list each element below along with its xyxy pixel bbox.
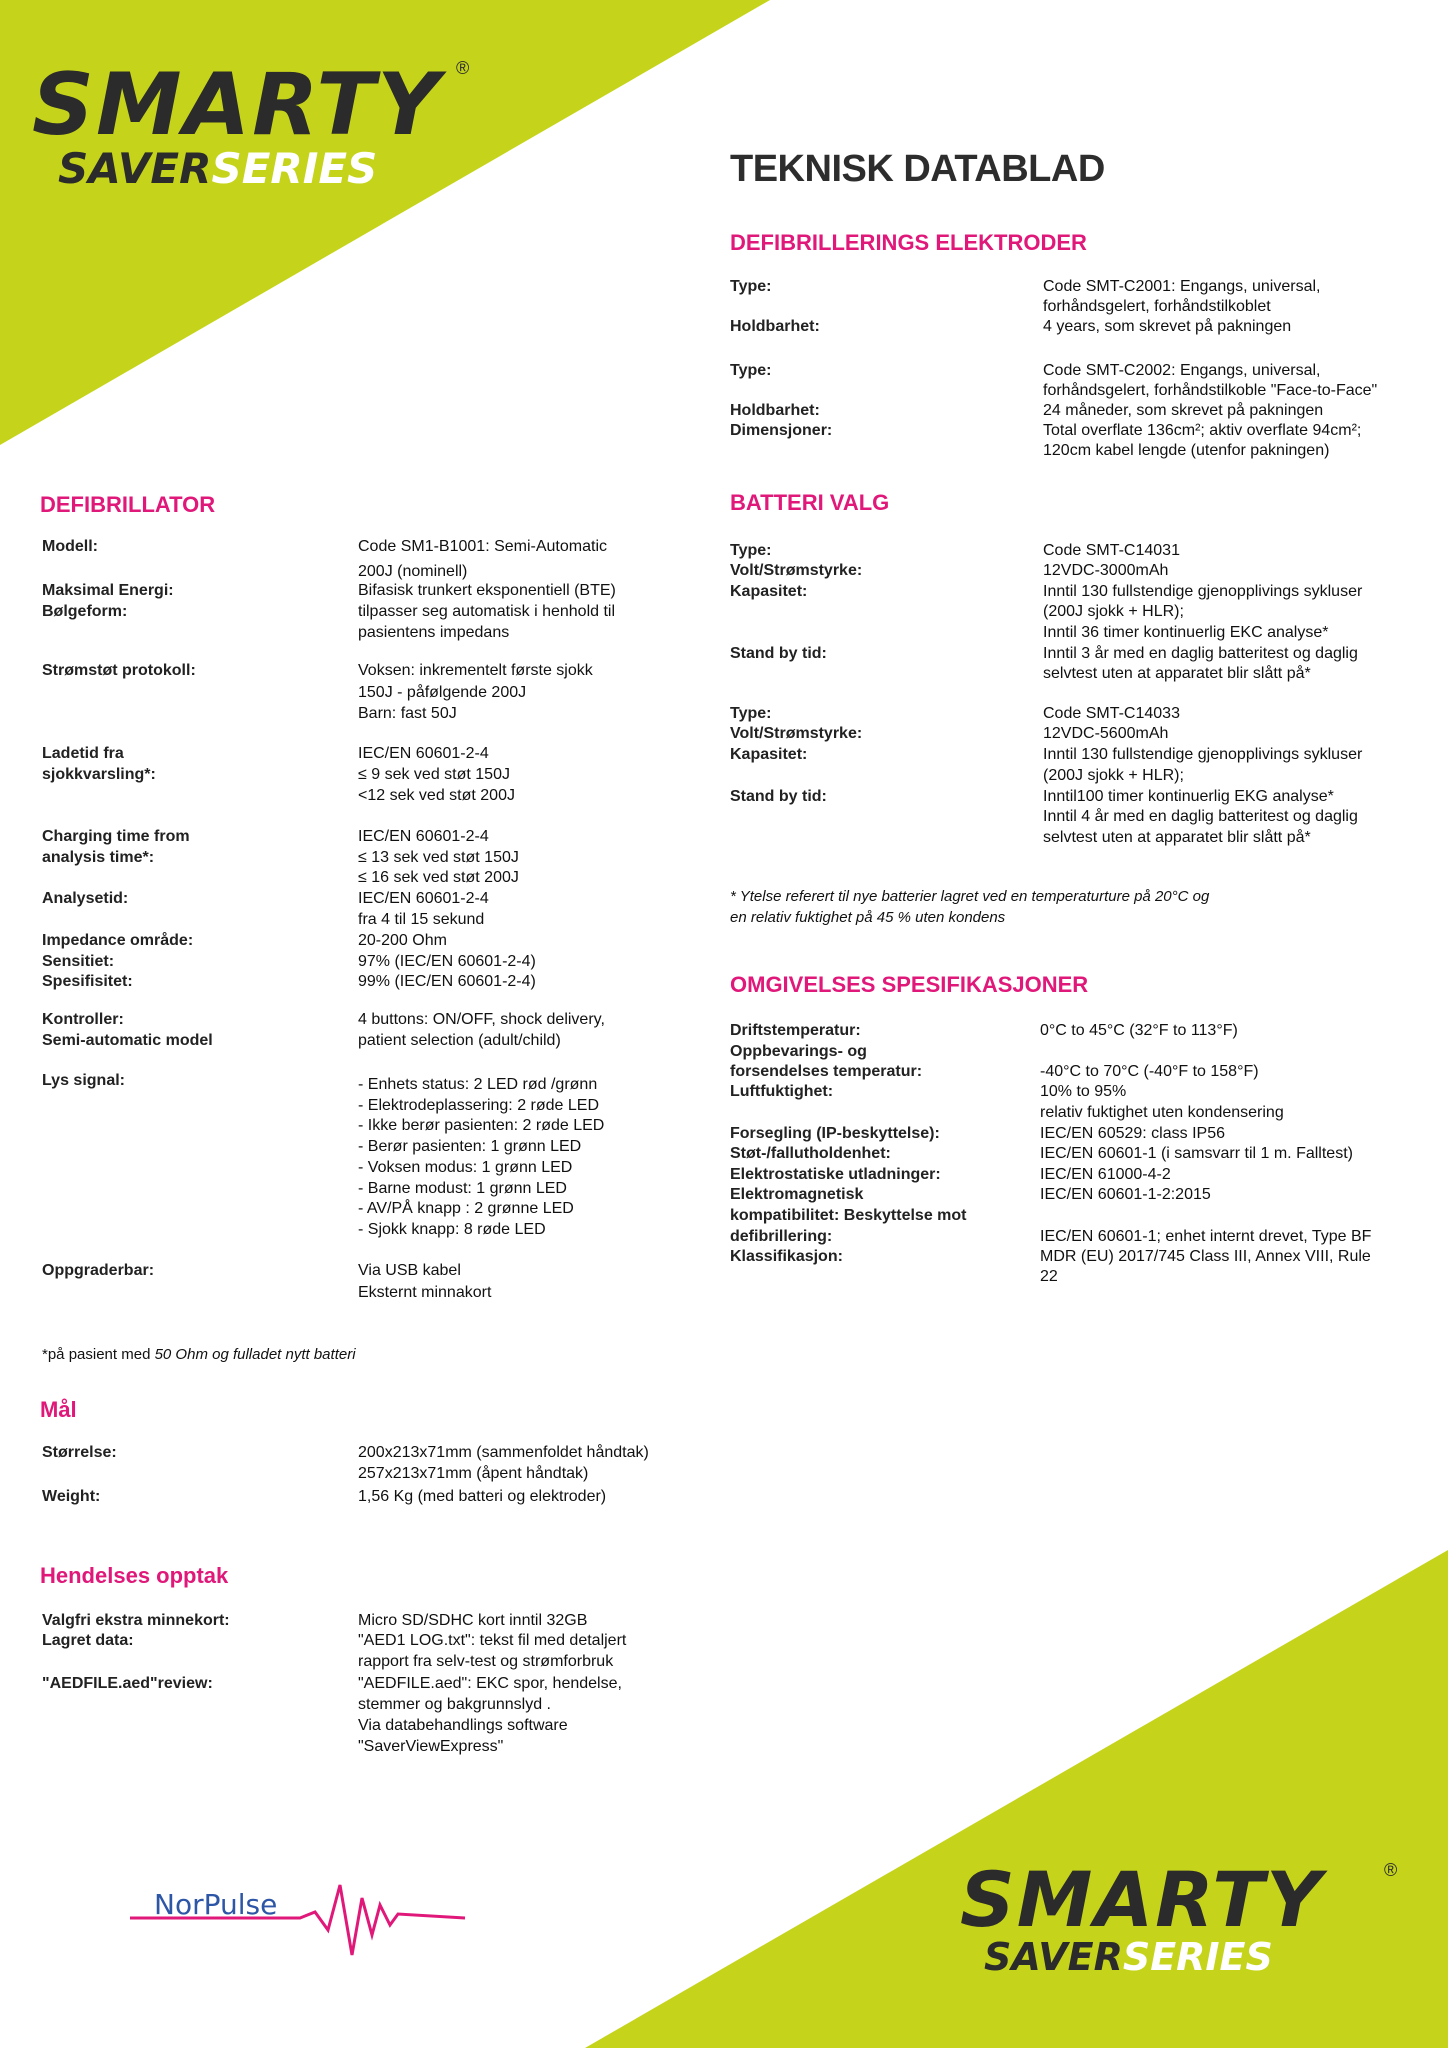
spec-label: Oppbevarings- og — [730, 1043, 867, 1060]
spec-value: Inntil 130 fullstendige gjenopplivings sykluser — [1043, 583, 1363, 600]
spec-value: 200x213x71mm (sammenfoldet håndtak) — [358, 1444, 649, 1461]
spec-value: IEC/EN 60601-1 (i samsvarr til 1 m. Falltest) — [1040, 1145, 1353, 1162]
spec-value: Inntil100 timer kontinuerlig EKG analyse* — [1043, 788, 1334, 805]
spec-value: Code SM1-B1001: Semi-Automatic — [358, 538, 607, 555]
spec-value: Inntil 130 fullstendige gjenopplivings sykluser — [1043, 746, 1363, 763]
spec-value: Eksternt minnakort — [358, 1284, 492, 1301]
battery-footnote: * Ytelse referert til nye batterier lagret ved en temperaturture på 20°C og en relativ fuktighet på 45 % uten kondens — [730, 888, 1210, 926]
spec-value: Bifasisk trunkert eksponentiell (BTE) — [358, 582, 616, 599]
spec-value: 12VDC-3000mAh — [1043, 562, 1169, 579]
spec-value: 0°C to 45°C (32°F to 113°F) — [1040, 1022, 1238, 1039]
spec-value: Barn: fast 50J — [358, 705, 457, 722]
spec-value: forhåndsgelert, forhåndstilkoble "Face-to-Face" — [1043, 382, 1378, 399]
spec-label: Type: — [730, 278, 772, 295]
spec-value: 4 years, som skrevet på pakningen — [1043, 318, 1292, 335]
spec-value: - AV/PÅ knapp : 2 grønne LED — [358, 1200, 574, 1217]
spec-value: 20-200 Ohm — [358, 932, 447, 949]
spec-label: Driftstemperatur: — [730, 1022, 861, 1039]
spec-value: relativ fuktighet uten kondensering — [1040, 1104, 1284, 1121]
spec-label: Stand by tid: — [730, 645, 827, 662]
spec-value: Via databehandlings software — [358, 1717, 568, 1734]
spec-value: Total overflate 136cm²; aktiv overflate 94cm²; — [1043, 422, 1362, 439]
spec-label: Kapasitet: — [730, 746, 808, 763]
spec-label: Dimensjoner: — [730, 422, 833, 439]
spec-value: 257x213x71mm (åpent håndtak) — [358, 1465, 589, 1482]
spec-label: Kontroller: — [42, 1011, 124, 1028]
logo-saverseries-text: SAVERSERIES — [58, 144, 378, 193]
spec-label: Modell: — [42, 538, 98, 555]
spec-value: IEC/EN 61000-4-2 — [1040, 1166, 1171, 1183]
spec-value: "AEDFILE.aed": EKC spor, hendelse, — [358, 1675, 622, 1692]
spec-value: - Enhets status: 2 LED rød /grønn — [358, 1076, 598, 1093]
spec-value: stemmer og bakgrunnslyd . — [358, 1696, 551, 1713]
spec-value: 4 buttons: ON/OFF, shock delivery, — [358, 1011, 605, 1028]
spec-label: Semi-automatic model — [42, 1032, 213, 1049]
spec-value: pasientens impedans — [358, 624, 510, 641]
spec-value: IEC/EN 60601-1; enhet internt drevet, Type BF — [1040, 1228, 1372, 1245]
spec-value: - Barne modust: 1 grønn LED — [358, 1180, 567, 1197]
spec-label: Valgfri ekstra minnekort: — [42, 1612, 230, 1629]
spec-value: Via USB kabel — [358, 1262, 461, 1279]
spec-label: Forsegling (IP-beskyttelse): — [730, 1125, 940, 1142]
spec-value: MDR (EU) 2017/745 Class III, Annex VIII, Rule — [1040, 1248, 1371, 1265]
spec-value: Micro SD/SDHC kort inntil 32GB — [358, 1612, 588, 1629]
spec-value: 99% (IEC/EN 60601-2-4) — [358, 973, 536, 990]
registered-mark: ® — [1384, 1860, 1398, 1880]
brand-logo-bottom — [960, 1855, 1398, 1979]
spec-label: Holdbarhet: — [730, 402, 820, 419]
spec-label: defibrillering: — [730, 1228, 833, 1245]
spec-label: "AEDFILE.aed"review: — [42, 1675, 213, 1692]
spec-label: Stand by tid: — [730, 788, 827, 805]
spec-value: Code SMT-C2002: Engangs, universal, — [1043, 362, 1321, 379]
spec-label: Størrelse: — [42, 1444, 117, 1461]
spec-label: Ladetid fra — [42, 745, 124, 762]
spec-value: "AED1 LOG.txt": tekst fil med detaljert — [358, 1632, 627, 1649]
spec-value: IEC/EN 60601-2-4 — [358, 745, 489, 762]
spec-label: Volt/Strømstyrke: — [730, 725, 863, 742]
spec-label: Sensitiet: — [42, 953, 115, 970]
spec-value: 22 — [1040, 1268, 1058, 1285]
spec-value: 24 måneder, som skrevet på pakningen — [1043, 402, 1324, 419]
spec-value: selvtest uten at apparatet blir slått på* — [1043, 829, 1311, 846]
spec-label: Spesifisitet: — [42, 973, 133, 990]
spec-value: 150J - påfølgende 200J — [358, 684, 527, 701]
spec-label: forsendelses temperatur: — [730, 1063, 923, 1080]
spec-value: Inntil 3 år med en daglig batteritest og daglig — [1043, 645, 1358, 662]
spec-label: Holdbarhet: — [730, 318, 820, 335]
logo-saverseries-text: SAVERSERIES — [984, 1935, 1273, 1979]
spec-value: IEC/EN 60601-2-4 — [358, 828, 489, 845]
spec-value: Code SMT-C2001: Engangs, universal, — [1043, 278, 1321, 295]
spec-label: Lys signal: — [42, 1072, 125, 1089]
spec-value: IEC/EN 60529: class IP56 — [1040, 1125, 1225, 1142]
spec-label: sjokkvarsling*: — [42, 766, 156, 783]
norpulse-logo — [130, 1850, 470, 1950]
page-title: TEKNISK DATABLAD — [730, 148, 1105, 190]
spec-value: ≤ 9 sek ved støt 150J — [358, 766, 510, 783]
spec-label: Bølgeform: — [42, 603, 128, 620]
spec-value: ≤ 16 sek ved støt 200J — [358, 869, 519, 886]
spec-value: "SaverViewExpress" — [358, 1738, 504, 1755]
spec-label: Strømstøt protokoll: — [42, 662, 196, 679]
spec-value: patient selection (adult/child) — [358, 1032, 561, 1049]
spec-value: fra 4 til 15 sekund — [358, 911, 485, 928]
spec-label: Impedance område: — [42, 932, 194, 949]
spec-value: - Ikke berør pasienten: 2 røde LED — [358, 1117, 605, 1134]
spec-value: (200J sjokk + HLR); — [1043, 767, 1184, 784]
spec-value: Code SMT-C14033 — [1043, 705, 1180, 722]
spec-label: Type: — [730, 542, 772, 559]
spec-label: Maksimal Energi: — [42, 582, 174, 599]
spec-value: 200J (nominell) — [358, 563, 468, 580]
spec-label: Weight: — [42, 1488, 101, 1505]
spec-value: Voksen: inkrementelt første sjokk — [358, 662, 593, 679]
spec-label: kompatibilitet: Beskyttelse mot — [730, 1207, 967, 1224]
spec-value: Code SMT-C14031 — [1043, 542, 1180, 559]
spec-value: (200J sjokk + HLR); — [1043, 603, 1184, 620]
spec-value: Inntil 36 timer kontinuerlig EKC analyse* — [1043, 624, 1329, 641]
spec-value: 12VDC-5600mAh — [1043, 725, 1169, 742]
spec-value: tilpasser seg automatisk i henhold til — [358, 603, 616, 620]
spec-label: Kapasitet: — [730, 583, 808, 600]
spec-label: Type: — [730, 362, 772, 379]
norpulse-logo-text: NorPulse — [154, 1888, 278, 1921]
spec-value: forhåndsgelert, forhåndstilkoblet — [1043, 298, 1271, 315]
spec-value: 1,56 Kg (med batteri og elektroder) — [358, 1488, 607, 1505]
spec-value: IEC/EN 60601-2-4 — [358, 890, 489, 907]
heading-elektroder: DEFIBRILLERINGS ELEKTRODER — [730, 230, 1087, 255]
spec-value: 120cm kabel lengde (utenfor pakningen) — [1043, 442, 1330, 459]
spec-value: -40°C to 70°C (-40°F to 158°F) — [1040, 1063, 1259, 1080]
spec-value: <12 sek ved støt 200J — [358, 787, 515, 804]
brand-logo-top — [32, 55, 470, 193]
spec-label: Elektrostatiske utladninger: — [730, 1166, 941, 1183]
defibrillator-footnote: *på pasient med 50 Ohm og fulladet nytt batteri — [42, 1346, 356, 1363]
heading-batteri: BATTERI VALG — [730, 490, 890, 515]
spec-label: Charging time from — [42, 828, 190, 845]
spec-label: Lagret data: — [42, 1632, 134, 1649]
spec-value: selvtest uten at apparatet blir slått på* — [1043, 665, 1311, 682]
heading-hendelses: Hendelses opptak — [40, 1563, 229, 1588]
spec-label: Klassifikasjon: — [730, 1248, 843, 1265]
spec-value: - Voksen modus: 1 grønn LED — [358, 1159, 573, 1176]
spec-value: 10% to 95% — [1040, 1083, 1127, 1100]
logo-smarty-text: SMARTY — [32, 55, 442, 155]
spec-label: Støt-/fallutholdenhet: — [730, 1145, 891, 1162]
spec-value: 97% (IEC/EN 60601-2-4) — [358, 953, 536, 970]
spec-value: Inntil 4 år med en daglig batteritest og daglig — [1043, 808, 1358, 825]
spec-label: Oppgraderbar: — [42, 1262, 155, 1279]
spec-label: analysis time*: — [42, 849, 155, 866]
heading-defibrillator: DEFIBRILLATOR — [40, 492, 216, 517]
spec-value: IEC/EN 60601-1-2:2015 — [1040, 1186, 1211, 1203]
spec-value: ≤ 13 sek ved støt 150J — [358, 849, 519, 866]
heading-maal: Mål — [40, 1397, 77, 1422]
spec-label: Luftfuktighet: — [730, 1083, 834, 1100]
spec-label: Volt/Strømstyrke: — [730, 562, 863, 579]
registered-mark: ® — [456, 58, 470, 78]
spec-label: Type: — [730, 705, 772, 722]
spec-value: - Elektrodeplassering: 2 røde LED — [358, 1097, 599, 1114]
spec-value: - Sjokk knapp: 8 røde LED — [358, 1221, 546, 1238]
spec-label: Analysetid: — [42, 890, 129, 907]
spec-label: Elektromagnetisk — [730, 1186, 864, 1203]
heading-omgivelse: OMGIVELSES SPESIFIKASJONER — [730, 972, 1089, 997]
logo-smarty-text: SMARTY — [960, 1855, 1324, 1944]
spec-value: rapport fra selv-test og strømforbruk — [358, 1653, 614, 1670]
spec-value: - Berør pasienten: 1 grønn LED — [358, 1138, 582, 1155]
